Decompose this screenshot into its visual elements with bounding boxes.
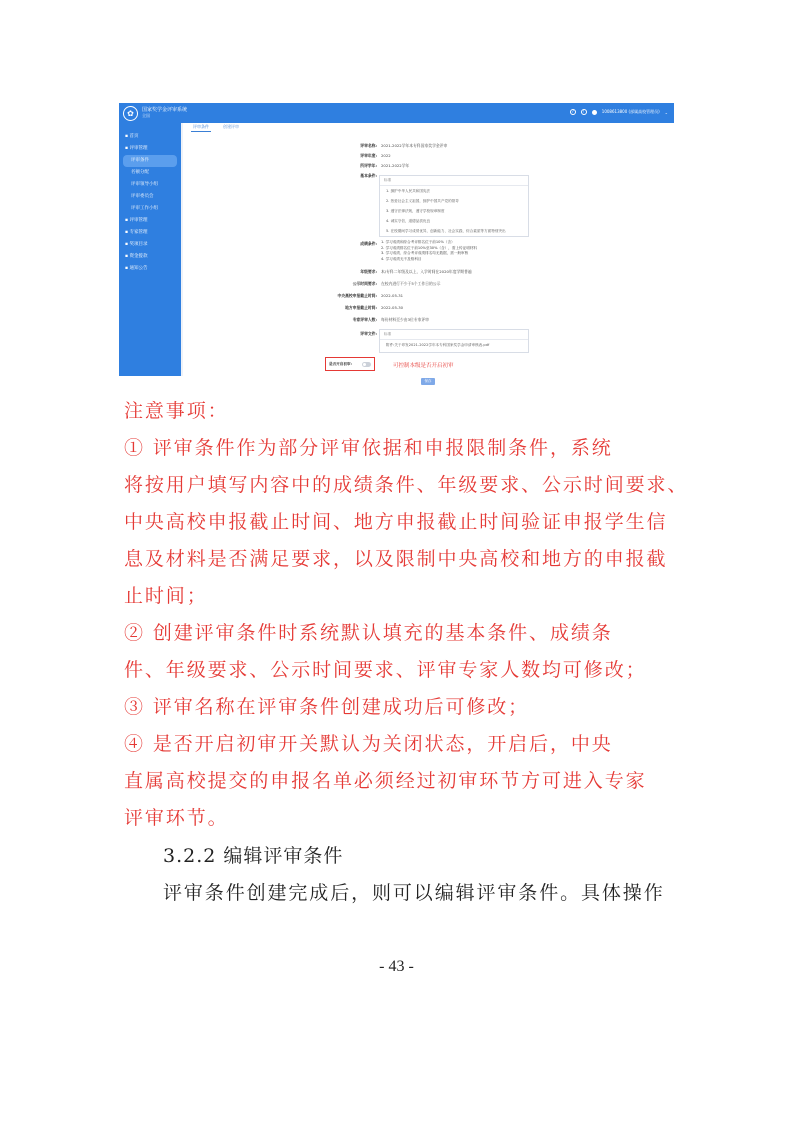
- sidebar-item-label: 奖项目录: [129, 242, 148, 247]
- sidebar-item-label: 评审工作小组: [131, 206, 158, 211]
- user-icon: ▪: [125, 230, 130, 235]
- field-label: 评审年度:: [360, 153, 377, 158]
- info-icon[interactable]: !: [581, 109, 587, 115]
- sidebar-item[interactable]: [119, 167, 181, 179]
- basic-condition-item: 1. 拥护中华人民共和国宪法: [386, 189, 431, 193]
- sidebar-item[interactable]: [119, 131, 181, 143]
- sidebar-item-label: 评审领导小组: [131, 182, 158, 187]
- user-avatar-icon[interactable]: [592, 110, 597, 115]
- switch-label: 是否开启初审:: [329, 362, 352, 366]
- sidebar-item[interactable]: [119, 191, 181, 203]
- attachment-editor[interactable]: [379, 329, 529, 353]
- save-button[interactable]: 保存: [421, 378, 435, 385]
- field-value[interactable]: 本/专科二年级及以上，入学时间在2020年度学期普遍: [381, 269, 472, 274]
- note-4-line: ④ 是否开启初审开关默认为关闭状态，开启后，中央: [124, 733, 613, 755]
- list-icon: ▪: [125, 218, 130, 223]
- sidebar-item[interactable]: [119, 215, 181, 227]
- note-1-line: 止时间；: [124, 585, 208, 607]
- tab-conditions[interactable]: 评审条件: [191, 123, 211, 132]
- field-label: 地方申报截止时间:: [345, 305, 377, 310]
- sidebar-item[interactable]: [119, 239, 181, 251]
- note-4-line: 直属高校提交的申报名单必须经过初审环节方可进入专家: [124, 770, 647, 792]
- grade-condition-item: 3. 学习成绩、综合考评成绩排名均无数据，需一般审核: [381, 251, 469, 255]
- sidebar-item[interactable]: [119, 227, 181, 239]
- sidebar-item[interactable]: [119, 263, 181, 275]
- sidebar-item-label: 首页: [129, 134, 139, 139]
- grade-condition-item: 4. 学习成绩无不及格科目: [381, 256, 422, 261]
- note-1-line: 将按用户填写内容中的成绩条件、年级要求、公示时间要求、: [124, 474, 689, 496]
- sidebar-item[interactable]: [123, 155, 177, 167]
- field-label: 年级要求:: [360, 269, 377, 274]
- money-icon: ▪: [125, 254, 130, 259]
- note-4-line: 评审环节。: [124, 807, 229, 829]
- grade-condition-item: 1. 学习成绩和综合考评排名位于前10%（含）: [381, 240, 455, 244]
- note-3-line: ③ 评审名称在评审条件创建成功后可修改；: [124, 696, 530, 718]
- tab-create[interactable]: 创建评审: [223, 124, 239, 129]
- sidebar-item-label: 名额分配: [131, 170, 149, 175]
- bell-icon: ▪: [125, 266, 130, 271]
- page-number: - 43 -: [379, 958, 414, 975]
- field-value[interactable]: 2022-05-30: [381, 305, 404, 310]
- embedded-screenshot: [119, 103, 674, 383]
- tab-bar: [191, 123, 241, 132]
- field-label: 基本条件:: [360, 173, 377, 178]
- grade-conditions[interactable]: [381, 240, 477, 262]
- note-1-line: 中央高校申报截止时间、地方申报截止时间验证申报学生信: [124, 511, 668, 533]
- basic-conditions-editor[interactable]: [379, 175, 529, 237]
- system-title-block: [142, 107, 187, 119]
- user-name[interactable]: 1008613800 (部属高校管理员): [601, 109, 660, 114]
- basic-condition-item: 5. 在校期间学习成绩优异，创新能力、社会实践、综合素质等方面特别突出: [386, 229, 506, 233]
- body-paragraph-line: 评审条件创建完成后，则可以编辑评审条件。具体操作: [163, 882, 665, 904]
- field-value[interactable]: 在校内进行不少于5个工作日的公示: [381, 281, 441, 286]
- app-topbar: [119, 103, 674, 123]
- note-1-line: ① 评审条件作为部分评审依据和申报限制条件，系统: [124, 437, 613, 459]
- system-title: 国家奖学金评审系统: [142, 107, 188, 113]
- sidebar-item[interactable]: [119, 203, 181, 215]
- topbar-right: [570, 109, 668, 115]
- section-heading: 3.2.2 编辑评审条件: [163, 845, 344, 867]
- initial-review-switch-frame: [325, 357, 375, 371]
- field-label: 公示时间要求:: [352, 281, 377, 286]
- sidebar-item-label: 通知公告: [129, 266, 148, 271]
- logo-icon: ✿: [123, 106, 138, 121]
- sidebar: [119, 123, 181, 376]
- sidebar-item-label: 评审管理: [129, 218, 148, 223]
- field-label: 评审名称:: [360, 143, 377, 148]
- help-icon[interactable]: ?: [571, 109, 574, 114]
- field-value[interactable]: 2021-2022学年本专科国家奖学金评审: [381, 143, 448, 148]
- field-value[interactable]: 每份材料至少由3位专家评审: [381, 317, 429, 322]
- editor-toolbar: 标准: [380, 330, 528, 340]
- field-value[interactable]: 2021-2022学年: [381, 163, 410, 168]
- note-1-line: 息及材料是否满足要求，以及限制中央高校和地方的申报截: [124, 548, 668, 570]
- initial-review-toggle[interactable]: [362, 362, 371, 367]
- sidebar-item[interactable]: [119, 143, 181, 155]
- chevron-down-icon[interactable]: ⌄: [664, 109, 668, 115]
- editor-toolbar: 标准: [380, 176, 528, 186]
- sidebar-item-label: 评审委员会: [131, 194, 154, 199]
- sidebar-item-label: 专家管理: [129, 230, 148, 235]
- sidebar-item-label: 资金拨款: [129, 254, 148, 259]
- basic-condition-item: 4. 诚实守信，道德品质优良: [386, 219, 431, 223]
- sidebar-item[interactable]: [119, 179, 181, 191]
- sidebar-item[interactable]: [119, 251, 181, 263]
- sidebar-item-label: 评审条件: [131, 158, 149, 163]
- basic-condition-item: 3. 遵守法律法规，遵守学校规章制度: [386, 209, 445, 213]
- note-2-line: ② 创建评审条件时系统默认填充的基本条件、成绩条: [124, 622, 613, 644]
- switch-annotation: 可控制本级是否开启初审: [393, 363, 454, 369]
- main-panel: [183, 123, 674, 383]
- basic-condition-item: 2. 热爱社会主义祖国，拥护中国共产党的领导: [386, 199, 459, 203]
- system-subtitle: 全国: [142, 113, 150, 118]
- field-label: 成绩条件:: [360, 241, 377, 246]
- grade-condition-item: 2. 学习成绩排名位于前10%至30%（含），需上传证明材料: [381, 245, 478, 250]
- notes-heading: 注意事项：: [124, 400, 229, 422]
- folder-icon: ▪: [125, 242, 130, 247]
- attachment-link[interactable]: 附件:关于印发2021-2022学年本专科国家奖学金申请审核表.pdf: [386, 343, 490, 347]
- list-icon: ▪: [125, 146, 130, 151]
- sidebar-item-label: 评审管理: [129, 146, 148, 151]
- note-2-line: 件、年级要求、公示时间要求、评审专家人数均可修改；: [124, 659, 647, 681]
- field-label: 评审文件:: [360, 331, 377, 336]
- field-label: 所评学年:: [360, 163, 377, 168]
- field-value[interactable]: 2022-05-31: [381, 293, 404, 298]
- field-label: 中央高校申报截止时间:: [337, 293, 377, 298]
- home-icon: ▪: [125, 134, 130, 139]
- field-label: 专家评审人数:: [352, 317, 377, 322]
- field-value[interactable]: 2022: [381, 153, 391, 158]
